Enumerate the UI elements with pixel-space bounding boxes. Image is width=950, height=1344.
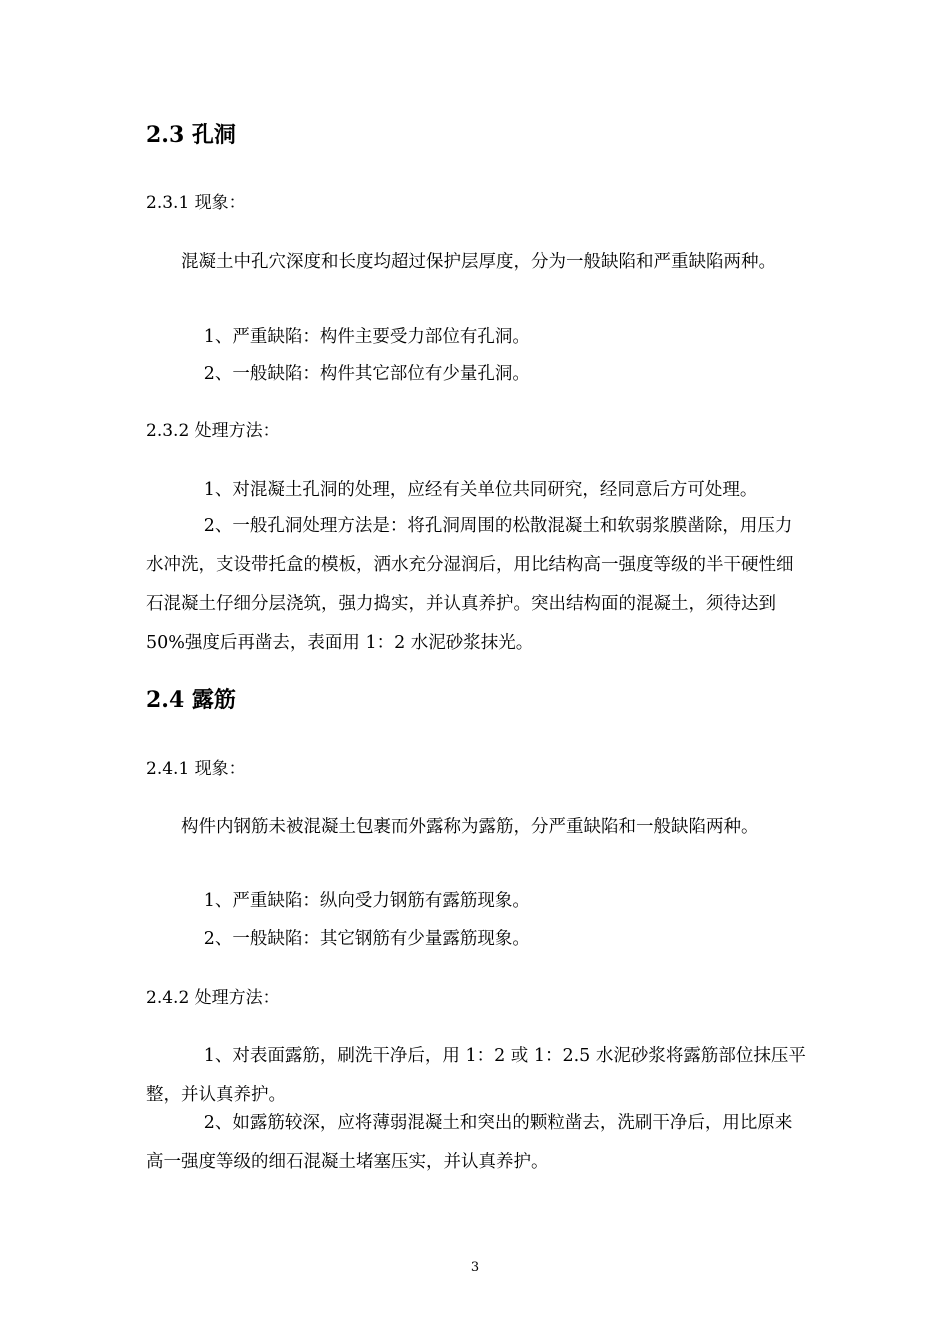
section-heading-exposed-rebar: 2.4 露筋: [146, 687, 236, 713]
exposed-rebar-treatment-item-2: 2、如露筋较深，应将薄弱混凝土和突出的颗粒凿去，洗刷干净后，用比原来高一强度等级的细石混凝土堵塞压实，并认真养护。: [146, 1113, 793, 1172]
subsection-label-exposed-rebar-treatment: 2.4.2 处理方法：: [146, 988, 280, 1008]
exposed-rebar-phenomenon-item-1: 1、严重缺陷：纵向受力钢筋有露筋现象。: [203, 891, 530, 911]
page-number: 3: [470, 1260, 480, 1275]
holes-phenomenon-description: 混凝土中孔穴深度和长度均超过保护层厚度，分为一般缺陷和严重缺陷两种。: [181, 252, 776, 272]
holes-phenomenon-item-2: 2、一般缺陷：构件其它部位有少量孔洞。: [203, 364, 530, 384]
subsection-label-holes-phenomenon: 2.3.1 现象：: [146, 193, 246, 213]
exposed-rebar-phenomenon-item-2: 2、一般缺陷：其它钢筋有少量露筋现象。: [203, 929, 530, 949]
holes-treatment-item-1: 1、对混凝土孔洞的处理，应经有关单位共同研究，经同意后方可处理。: [203, 480, 758, 500]
holes-treatment-item-2: 2、一般孔洞处理方法是：将孔洞周围的松散混凝土和软弱浆膜凿除，用压力水冲洗，支设带托盒的模板，洒水充分湿润后，用比结构高一强度等级的半干硬性细石混凝土仔细分层浇筑，强力捣实，并认真养护。突出结构面的混凝土，须待达到50%强度后再凿去，表面用 1：2 水泥砂浆抹光。: [146, 516, 794, 653]
subsection-label-holes-treatment: 2.3.2 处理方法：: [146, 421, 280, 441]
subsection-label-exposed-rebar-phenomenon: 2.4.1 现象：: [146, 759, 246, 779]
holes-phenomenon-item-1: 1、严重缺陷：构件主要受力部位有孔洞。: [203, 327, 530, 347]
exposed-rebar-phenomenon-description: 构件内钢筋未被混凝土包裹而外露称为露筋，分严重缺陷和一般缺陷两种。: [181, 817, 759, 837]
section-heading-holes: 2.3 孔洞: [146, 122, 236, 148]
exposed-rebar-treatment-item-1: 1、对表面露筋，刷洗干净后，用 1：2 或 1：2.5 水泥砂浆将露筋部位抹压平整，并认真养护。: [146, 1046, 806, 1105]
